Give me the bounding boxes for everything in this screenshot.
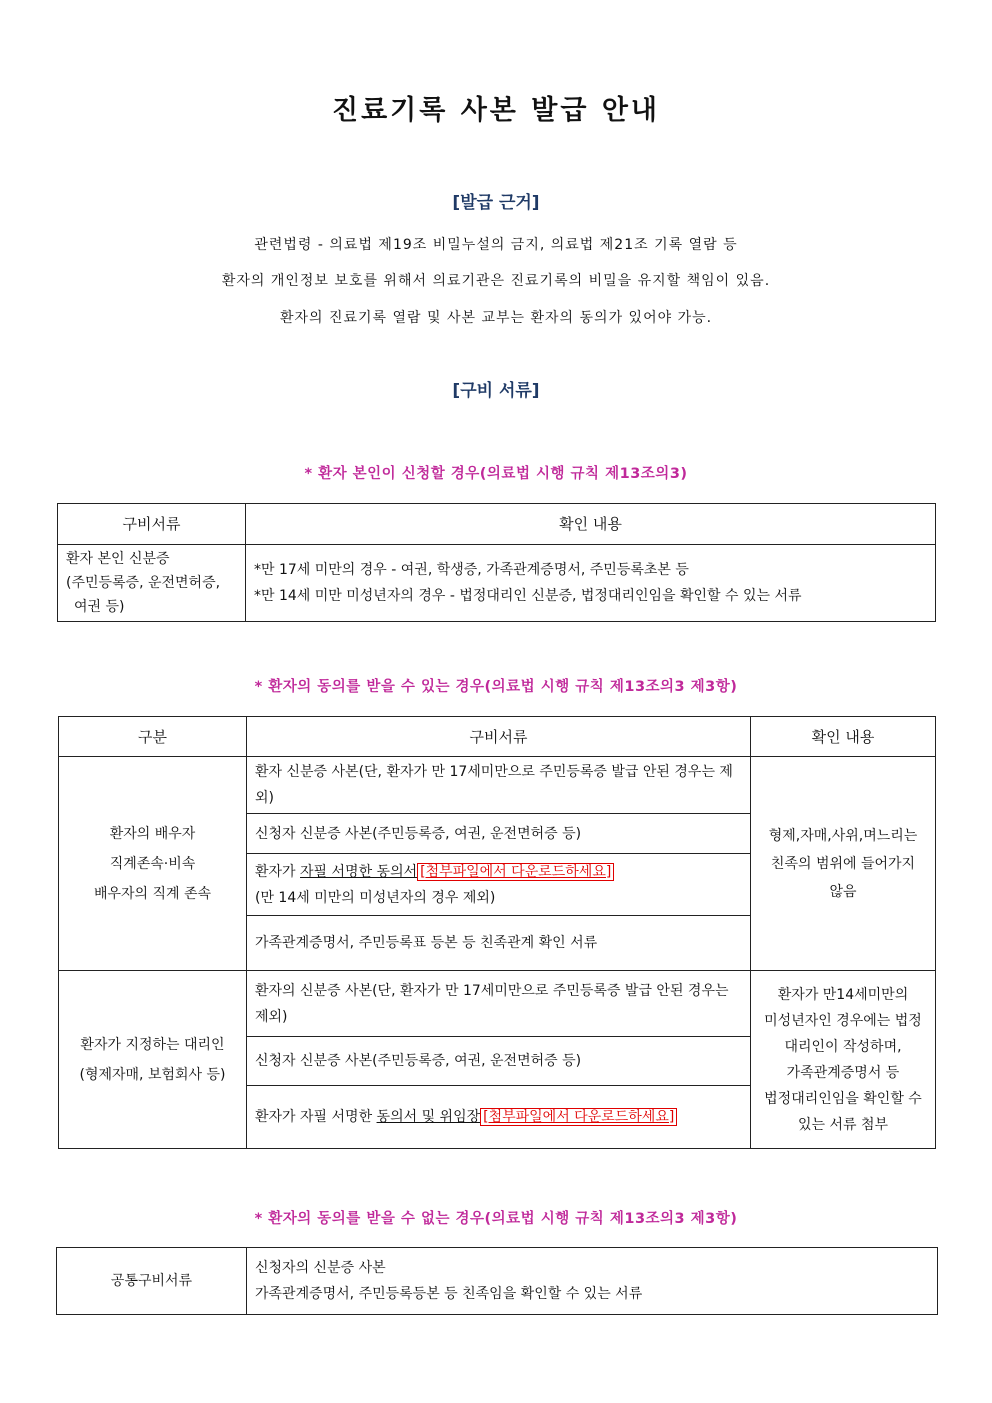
- case1-doc-line: (주민등록증, 운전면허증,: [66, 575, 221, 591]
- case1-table: [57, 503, 936, 622]
- group2-consent-form: 동의서 및 위임장: [376, 1109, 481, 1125]
- group1-check: [751, 757, 936, 971]
- group2-download-link[interactable]: [첨부파일에서 다운로드하세요]: [480, 1108, 677, 1126]
- case2-col-category: 구분: [59, 717, 247, 757]
- basis-heading: [발급 근거]: [452, 193, 540, 213]
- group1-check-line: 친족의 범위에 들어가지: [770, 855, 916, 872]
- group2-check-line: 환자가 만14세미만의: [777, 986, 909, 1003]
- case2-table: [58, 716, 936, 1149]
- group2-check-line: 대리인이 작성하며,: [784, 1038, 902, 1055]
- group2-label-line: 환자가 지정하는 대리인: [80, 1036, 225, 1053]
- group1-label-line: 직계존속·비속: [109, 855, 196, 872]
- case3-table: [56, 1247, 938, 1315]
- basis-line-2: 환자의 개인정보 보호를 위해서 의료기관은 진료기록의 비밀을 유지할 책임이 있음.: [221, 273, 771, 289]
- case1-doc-cell: [58, 545, 246, 622]
- case3-heading: * 환자의 동의를 받을 수 없는 경우(의료법 시행 규칙 제13조의3 제3항): [254, 1211, 738, 1227]
- basis-line-1: 관련법령 - 의료법 제19조 비밀누설의 금지, 의료법 제21조 기록 열람 등: [254, 237, 738, 253]
- group1-label-line: 환자의 배우자: [109, 825, 196, 842]
- group1-check-line: 형제,자매,사위,며느리는: [768, 827, 918, 844]
- group1-label-line: 배우자의 직계 존속: [93, 885, 212, 902]
- group2-check-line: 미성년자인 경우에는 법정: [764, 1012, 922, 1029]
- group2-label-line: (형제자매, 보험회사 등): [79, 1066, 226, 1083]
- group2-check-line: 가족관계증명서 등: [786, 1064, 900, 1081]
- group1-consent-form: 자필 서명한 동의서: [300, 863, 418, 880]
- group1-consent-note: (만 14세 미만의 미성년자의 경우 제외): [255, 889, 496, 906]
- case1-col-docs: 구비서류: [58, 504, 246, 545]
- group1-consent-pre: 환자가: [255, 863, 301, 880]
- case3-label: 공통구비서류: [57, 1248, 247, 1315]
- group1-doc-2: 신청자 신분증 사본(주민등록증, 여권, 운전면허증 등): [247, 814, 751, 854]
- group1-doc-3: 가족관계증명서, 주민등록표 등본 등 친족관계 확인 서류: [247, 916, 751, 971]
- case3-doc-line: 신청자의 신분증 사본: [255, 1260, 386, 1276]
- group2-label: [59, 971, 247, 1149]
- case2-col-docs: 구비서류: [247, 717, 751, 757]
- case1-heading: * 환자 본인이 신청할 경우(의료법 시행 규칙 제13조의3): [304, 466, 688, 482]
- group2-check-line: 있는 서류 첨부: [797, 1116, 889, 1133]
- group1-doc-1: 환자 신분증 사본(단, 환자가 만 17세미만으로 주민등록증 발급 안된 경우는 제외): [247, 757, 751, 814]
- case1-doc-line: 여권 등): [74, 599, 125, 615]
- group1-consent: [247, 854, 751, 916]
- case1-col-check: 확인 내용: [246, 504, 936, 545]
- case1-check-line: *만 14세 미만 미성년자의 경우 - 법정대리인 신분증, 법정대리인임을 확인할 수 있는 서류: [254, 588, 802, 604]
- group1-download-link[interactable]: [첨부파일에서 다운로드하세요]: [417, 863, 614, 881]
- group2-check-line: 법정대리인임을 확인할 수: [764, 1090, 922, 1107]
- group2-doc-2: 신청자 신분증 사본(주민등록증, 여권, 운전면허증 등): [247, 1037, 751, 1086]
- group1-label: [59, 757, 247, 971]
- case1-check-line: *만 17세 미만의 경우 - 여권, 학생증, 가족관계증명서, 주민등록초본 등: [254, 562, 689, 578]
- case2-col-check: 확인 내용: [751, 717, 936, 757]
- page-title: 진료기록 사본 발급 안내: [331, 95, 661, 126]
- group1-check-line: 않음: [829, 883, 857, 900]
- case1-check-cell: [246, 545, 936, 622]
- docs-heading: [구비 서류]: [452, 381, 540, 401]
- basis-line-3: 환자의 진료기록 열람 및 사본 교부는 환자의 동의가 있어야 가능.: [279, 310, 713, 326]
- case1-doc-line: 환자 본인 신분증: [66, 551, 170, 567]
- case3-doc-line: 가족관계증명서, 주민등록등본 등 친족임을 확인할 수 있는 서류: [255, 1286, 643, 1302]
- group2-doc-1: 환자의 신분증 사본(단, 환자가 만 17세미만으로 주민등록증 발급 안된 경우는 제외): [247, 971, 751, 1037]
- case2-heading: * 환자의 동의를 받을 수 있는 경우(의료법 시행 규칙 제13조의3 제3항): [254, 679, 738, 695]
- group2-consent: [247, 1086, 751, 1149]
- group2-check: [751, 971, 936, 1149]
- case3-docs: [247, 1248, 938, 1315]
- group2-consent-pre: 환자가 자필 서명한: [255, 1109, 377, 1125]
